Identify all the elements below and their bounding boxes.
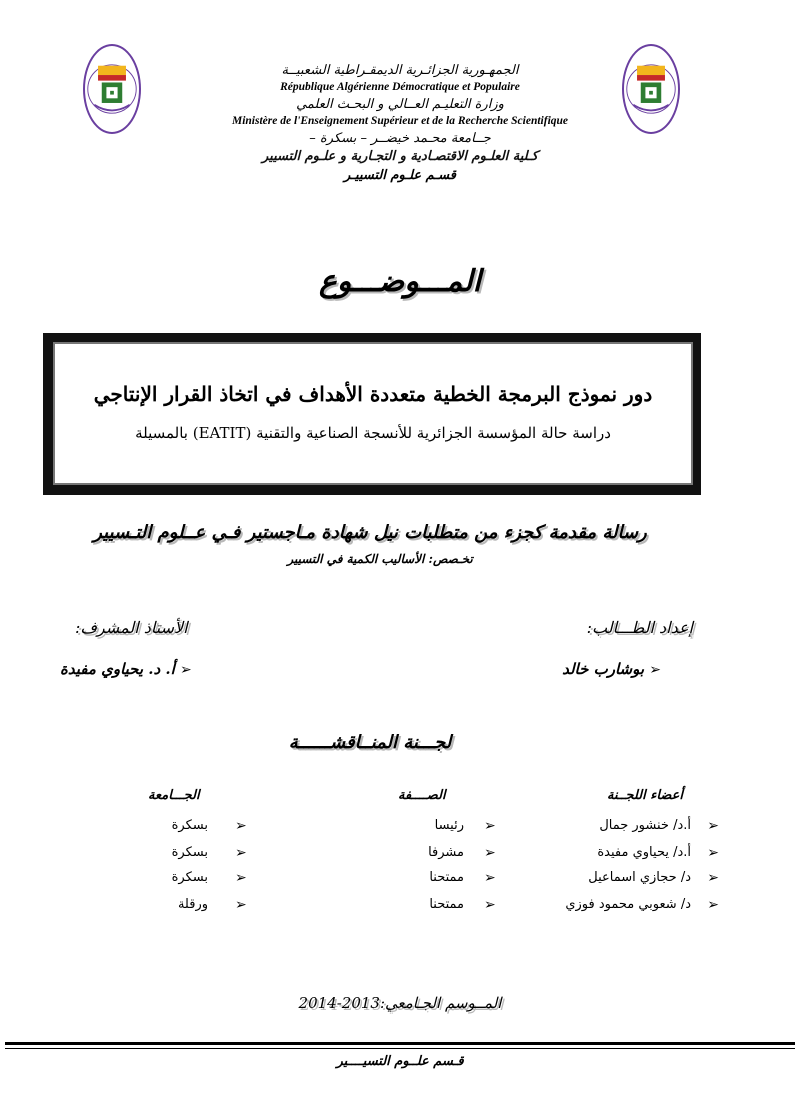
- committee-heading: لجـــنة المنــاقشــــــة: [288, 732, 452, 753]
- republic-arabic: الجمهـورية الجزائـرية الديمقـراطية الشعبيــة: [281, 63, 519, 78]
- member-role: مشرفا: [428, 845, 464, 860]
- degree-line: رسالة مقدمة كجزء من متطلبات نيل شهادة مـاجستير فـي عــلوم التـسيير: [93, 522, 647, 543]
- arrow-bullet-icon: ➢: [235, 897, 247, 913]
- supervisor-name-row: [60, 660, 192, 678]
- arrow-bullet-icon: ➢: [235, 818, 247, 834]
- member-university: ورقلة: [177, 897, 208, 912]
- arrow-bullet-icon: ➢: [707, 870, 719, 886]
- faculty-name: كـلية العلـوم الاقتصـادية و التجـارية و علـوم التسيير: [261, 149, 538, 164]
- col-members-header: أعضاء اللجــنة: [606, 788, 683, 803]
- member-role: رئيسا: [434, 818, 464, 833]
- arrow-bullet-icon: ➢: [707, 897, 719, 913]
- arrow-bullet-icon: ➢: [235, 870, 247, 886]
- student-label: إعداد الطـــالب:: [586, 618, 693, 637]
- col-role-header: الصــــفة: [398, 788, 446, 803]
- title-box: [43, 333, 701, 495]
- thesis-subtitle: دراسة حالة المؤسسة الجزائرية للأنسجة الصناعية والتقنية (EATIT) بالمسيلة: [135, 424, 611, 442]
- academic-year: المــوسم الجـامعي:2013-2014: [298, 994, 502, 1012]
- arrow-bullet-icon: ➢: [235, 845, 247, 861]
- member-university: بسكرة: [171, 818, 208, 833]
- arrow-bullet-icon: ➢: [484, 845, 496, 861]
- footer-rule: [5, 1042, 795, 1045]
- member-university: بسكرة: [171, 845, 208, 860]
- specialty: تخـصص: الأساليب الكمية في التسيير: [287, 552, 473, 566]
- thesis-title: دور نموذج البرمجة الخطية متعددة الأهداف في اتخاذ القرار الإنتاجي: [93, 382, 653, 406]
- student-name-row: [562, 660, 661, 678]
- footer-department: قـسم علــوم التسيــــير: [336, 1054, 464, 1069]
- col-university-header: الجـــامعة: [148, 788, 200, 803]
- footer-rule-thin: [5, 1048, 795, 1049]
- member-university: بسكرة: [171, 870, 208, 885]
- university-name: جــامعة محـمد خيضــر – بسكرة –: [309, 131, 491, 146]
- arrow-bullet-icon: ➢: [484, 897, 496, 913]
- arrow-bullet-icon: ➢: [649, 662, 661, 678]
- arrow-bullet-icon: ➢: [484, 870, 496, 886]
- subject-heading: المـــوضـــوع: [319, 264, 481, 299]
- member-name: د/ شعوبي محمود فوزي: [565, 897, 691, 912]
- ministry-arabic: وزارة التعليـم العــالي و البحـث العلمي: [296, 97, 504, 112]
- supervisor-name: أ. د. يحياوي مفيدة: [60, 660, 175, 678]
- university-emblem-icon: [85, 46, 139, 132]
- member-name: أ.د/ يحياوي مفيدة: [597, 845, 691, 860]
- ministry-french: Ministère de l'Enseignement Supérieur et de la Recherche Scientifique: [231, 115, 569, 127]
- arrow-bullet-icon: ➢: [707, 845, 719, 861]
- member-role: ممتحنا: [429, 897, 464, 912]
- member-role: ممتحنا: [429, 870, 464, 885]
- supervisor-label: الأستاذ المشرف:: [75, 618, 188, 637]
- arrow-bullet-icon: ➢: [180, 662, 192, 678]
- university-logo-left: [83, 44, 141, 134]
- student-name: بوشارب خالد: [562, 660, 645, 678]
- republic-french: République Algérienne Démocratique et Populaire: [280, 81, 520, 93]
- title-box-inner: [53, 342, 693, 485]
- arrow-bullet-icon: ➢: [707, 818, 719, 834]
- department-name: قسـم علـوم التسييـر: [344, 168, 456, 183]
- member-name: د/ حجازي اسماعيل: [588, 870, 691, 885]
- member-name: أ.د/ خنشور جمال: [599, 818, 691, 833]
- arrow-bullet-icon: ➢: [484, 818, 496, 834]
